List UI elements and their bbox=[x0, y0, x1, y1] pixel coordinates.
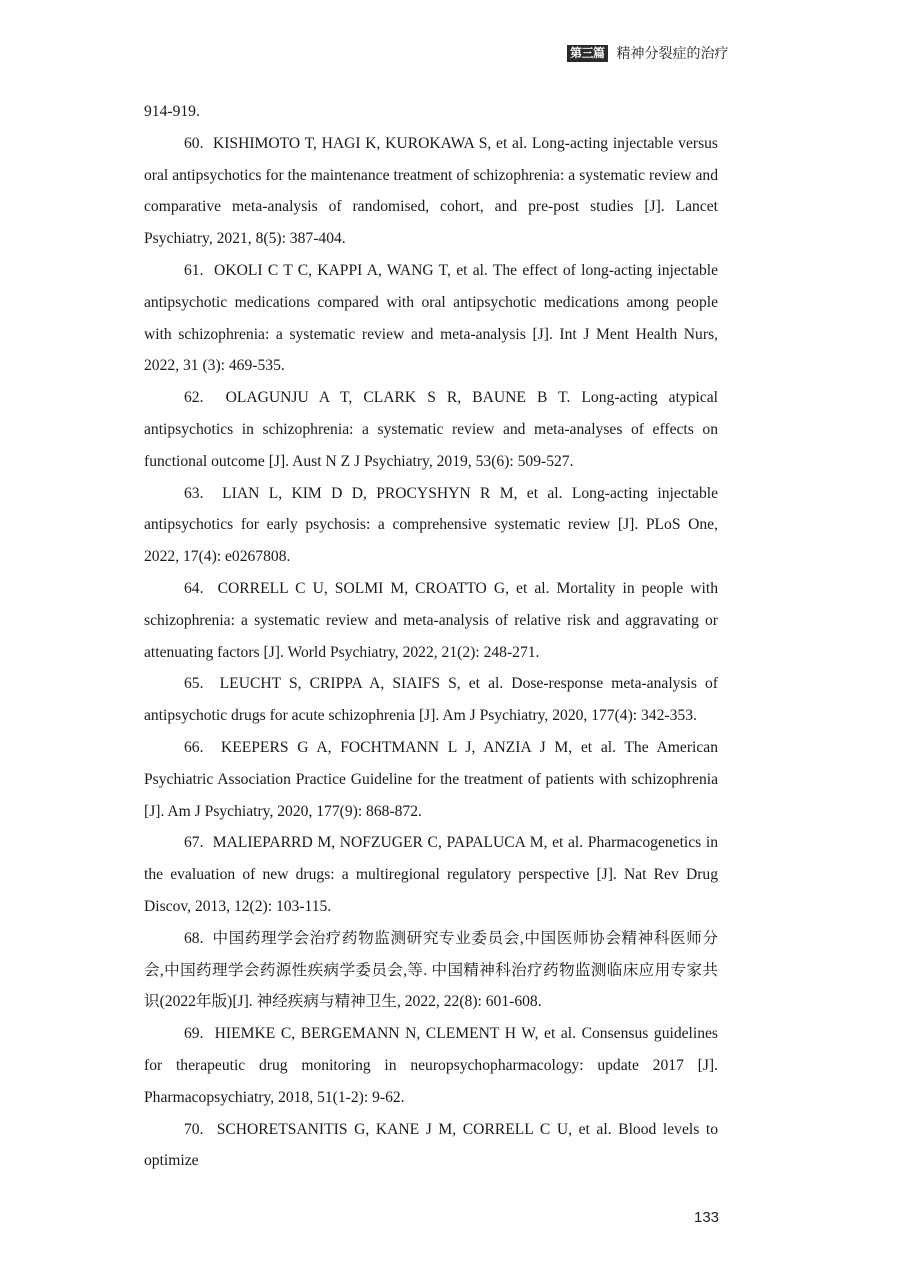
reference-item bbox=[144, 1114, 718, 1178]
reference-text: KISHIMOTO T, HAGI K, KUROKAWA S, et al. Long-acting injectable versus oral antipsychotics for the maintenance treatment of schizophrenia: a systematic review and comparative meta-analysis of randomised, cohort, and pre-post studies [J]. Lancet Psychiatry, 2021, 8(5): 387-404. bbox=[144, 134, 719, 248]
chapter-title: 精神分裂症的治疗 bbox=[616, 46, 729, 62]
reference-number: 67. bbox=[184, 834, 204, 852]
reference-item bbox=[144, 478, 718, 573]
reference-item bbox=[144, 382, 718, 477]
running-header bbox=[567, 43, 729, 63]
reference-number: 68. bbox=[184, 929, 204, 947]
reference-number: 61. bbox=[184, 261, 204, 279]
reference-item bbox=[144, 732, 718, 827]
reference-text: OKOLI C T C, KAPPI A, WANG T, et al. The effect of long-acting injectable antipsychotic medications compared with oral antipsychotic medications among people with schizophrenia: a systematic review and meta-analysis [J]. Int J Ment Health Nurs, 2022, 31 (3): 469-535. bbox=[144, 261, 719, 375]
reference-number: 70. bbox=[184, 1120, 204, 1138]
reference-text: OLAGUNJU A T, CLARK S R, BAUNE B T. Long-acting atypical antipsychotics in schizophrenia: a systematic review and meta-analyses of effects on functional outcome [J]. Aust N Z J Psychiatry, 2019, 53(6): 509-527. bbox=[144, 389, 719, 470]
reference-text: 中国药理学会治疗药物监测研究专业委员会,中国医师协会精神科医师分会,中国药理学会药源性疾病学委员会,等. 中国精神科治疗药物监测临床应用专家共识(2022年版)[J]. 神经疾病与精神卫生, 2022, 22(8): 601-608. bbox=[144, 929, 719, 1011]
reference-text: CORRELL C U, SOLMI M, CROATTO G, et al. Mortality in people with schizophrenia: a systematic review and meta-analysis of relative risk and aggravating or attenuating factors [J]. World Psychiatry, 2022, 21(2): 248-271. bbox=[144, 579, 718, 661]
reference-item bbox=[144, 923, 718, 1018]
reference-item bbox=[144, 128, 718, 255]
reference-item bbox=[144, 827, 718, 922]
reference-list bbox=[144, 96, 718, 1177]
continued-reference: 914-919. bbox=[144, 103, 200, 120]
reference-text: KEEPERS G A, FOCHTMANN L J, ANZIA J M, et al. The American Psychiatric Association Practice Guideline for the treatment of patients with schizophrenia [J]. Am J Psychiatry, 2020, 177(9): 868-872. bbox=[144, 738, 718, 820]
reference-number: 63. bbox=[184, 484, 204, 502]
reference-text: LEUCHT S, CRIPPA A, SIAIFS S, et al. Dose-response meta-analysis of antipsychotic drugs for acute schizophrenia [J]. Am J Psychiatry, 2020, 177(4): 342-353. bbox=[144, 675, 718, 725]
reference-item bbox=[144, 668, 718, 732]
reference-item bbox=[144, 573, 718, 668]
reference-text: SCHORETSANITIS G, KANE J M, CORRELL C U, et al. Blood levels to optimize bbox=[144, 1120, 718, 1170]
page-number: 133 bbox=[694, 1209, 720, 1226]
reference-number: 60. bbox=[184, 134, 204, 152]
reference-text: MALIEPARRD M, NOFZUGER C, PAPALUCA M, et al. Pharmacogenetics in the evaluation of new drugs: a multiregional regulatory perspective [J]. Nat Rev Drug Discov, 2013, 12(2): 103-115. bbox=[144, 834, 719, 915]
reference-number: 62. bbox=[184, 389, 204, 407]
reference-text: LIAN L, KIM D D, PROCYSHYN R M, et al. Long-acting injectable antipsychotics for early psychosis: a comprehensive systematic review [J]. PLoS One, 2022, 17(4): e0267808. bbox=[144, 484, 718, 566]
reference-item bbox=[144, 255, 718, 382]
reference-item bbox=[144, 1018, 718, 1113]
reference-number: 66. bbox=[184, 738, 204, 756]
reference-text: HIEMKE C, BERGEMANN N, CLEMENT H W, et al. Consensus guidelines for therapeutic drug monitoring in neuropsychopharmacology: update 2017 [J]. Pharmacopsychiatry, 2018, 51(1-2): 9-62. bbox=[144, 1025, 718, 1106]
reference-number: 69. bbox=[184, 1025, 204, 1043]
reference-number: 65. bbox=[184, 675, 204, 693]
part-badge: 第三篇 bbox=[567, 45, 608, 62]
reference-number: 64. bbox=[184, 579, 204, 597]
